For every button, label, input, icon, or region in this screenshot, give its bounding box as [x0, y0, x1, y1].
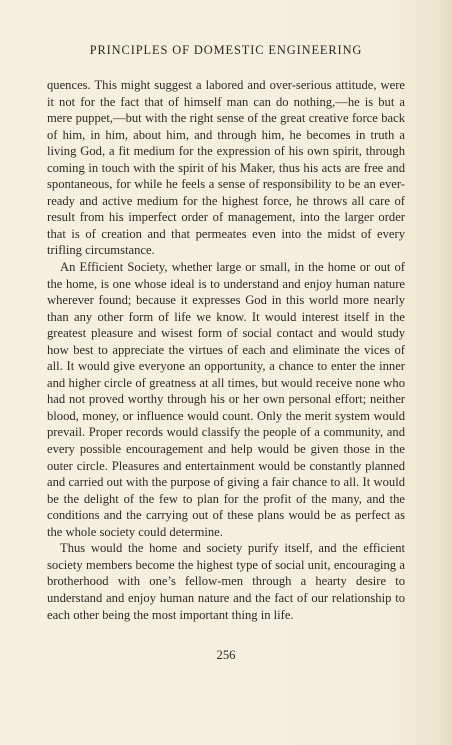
paragraph-continued: quences. This might suggest a labored and over-serious attitude, were it not for the fact that of himself man can do nothing,—he is but a mere puppet,—but with the right sense of the great creative force back of him, in him, about him, and through him, he becomes in truth a living God, a fit medium for the expression of his own spirit, through coming in touch with the spirit of his Maker, thus his acts are free and spontaneous, for while he feels a sense of responsibility to be an ever-ready and active medium for the highest force, he throws all care of result from his imperfect order of management, into the larger order that is of creation and that permeates even into the midst of every trifling circumstance.	[47, 78, 405, 258]
paragraph-conclusion: Thus would the home and society purify itself, and the efficient society members become the highest type of social unit, encouraging a brotherhood with one’s fellow-men through a hearty desire to understand and enjoy human nature and the fact of our relationship to each other being the most important thing in life.	[47, 541, 405, 622]
page-body	[47, 77, 405, 623]
page-number: 256	[216, 648, 236, 662]
running-header: PRINCIPLES OF DOMESTIC ENGINEERING	[89, 43, 363, 57]
paragraph-efficient-society: An Efficient Society, whether large or small, in the home or out of the home, is one whose ideal is to understand and enjoy human nature wherever found; because it expresses God in this world more nearly than any other form of life we know. It would interest itself in the greatest pleasure and wisest form of social contact and would study how best to appreciate the virtues of each and eliminate the vices of all. It would give everyone an opportunity, a chance to enter the inner and higher circle of greatness at all times, but would receive none who had not proved worthy through his or her own personal effort; neither blood, money, or influence would count. Only the merit system would prevail. Proper records would classify the people of a community, and every possible encouragement and help would be given those in the outer circle. Pleasures and entertainment would be constantly planned and carried out with the purpose of giving a fair chance to all. It would be the delight of the few to plan for the profit of the many, and the conditions and the carrying out of these plans would be as perfect as the whole society could determine.	[47, 260, 405, 539]
